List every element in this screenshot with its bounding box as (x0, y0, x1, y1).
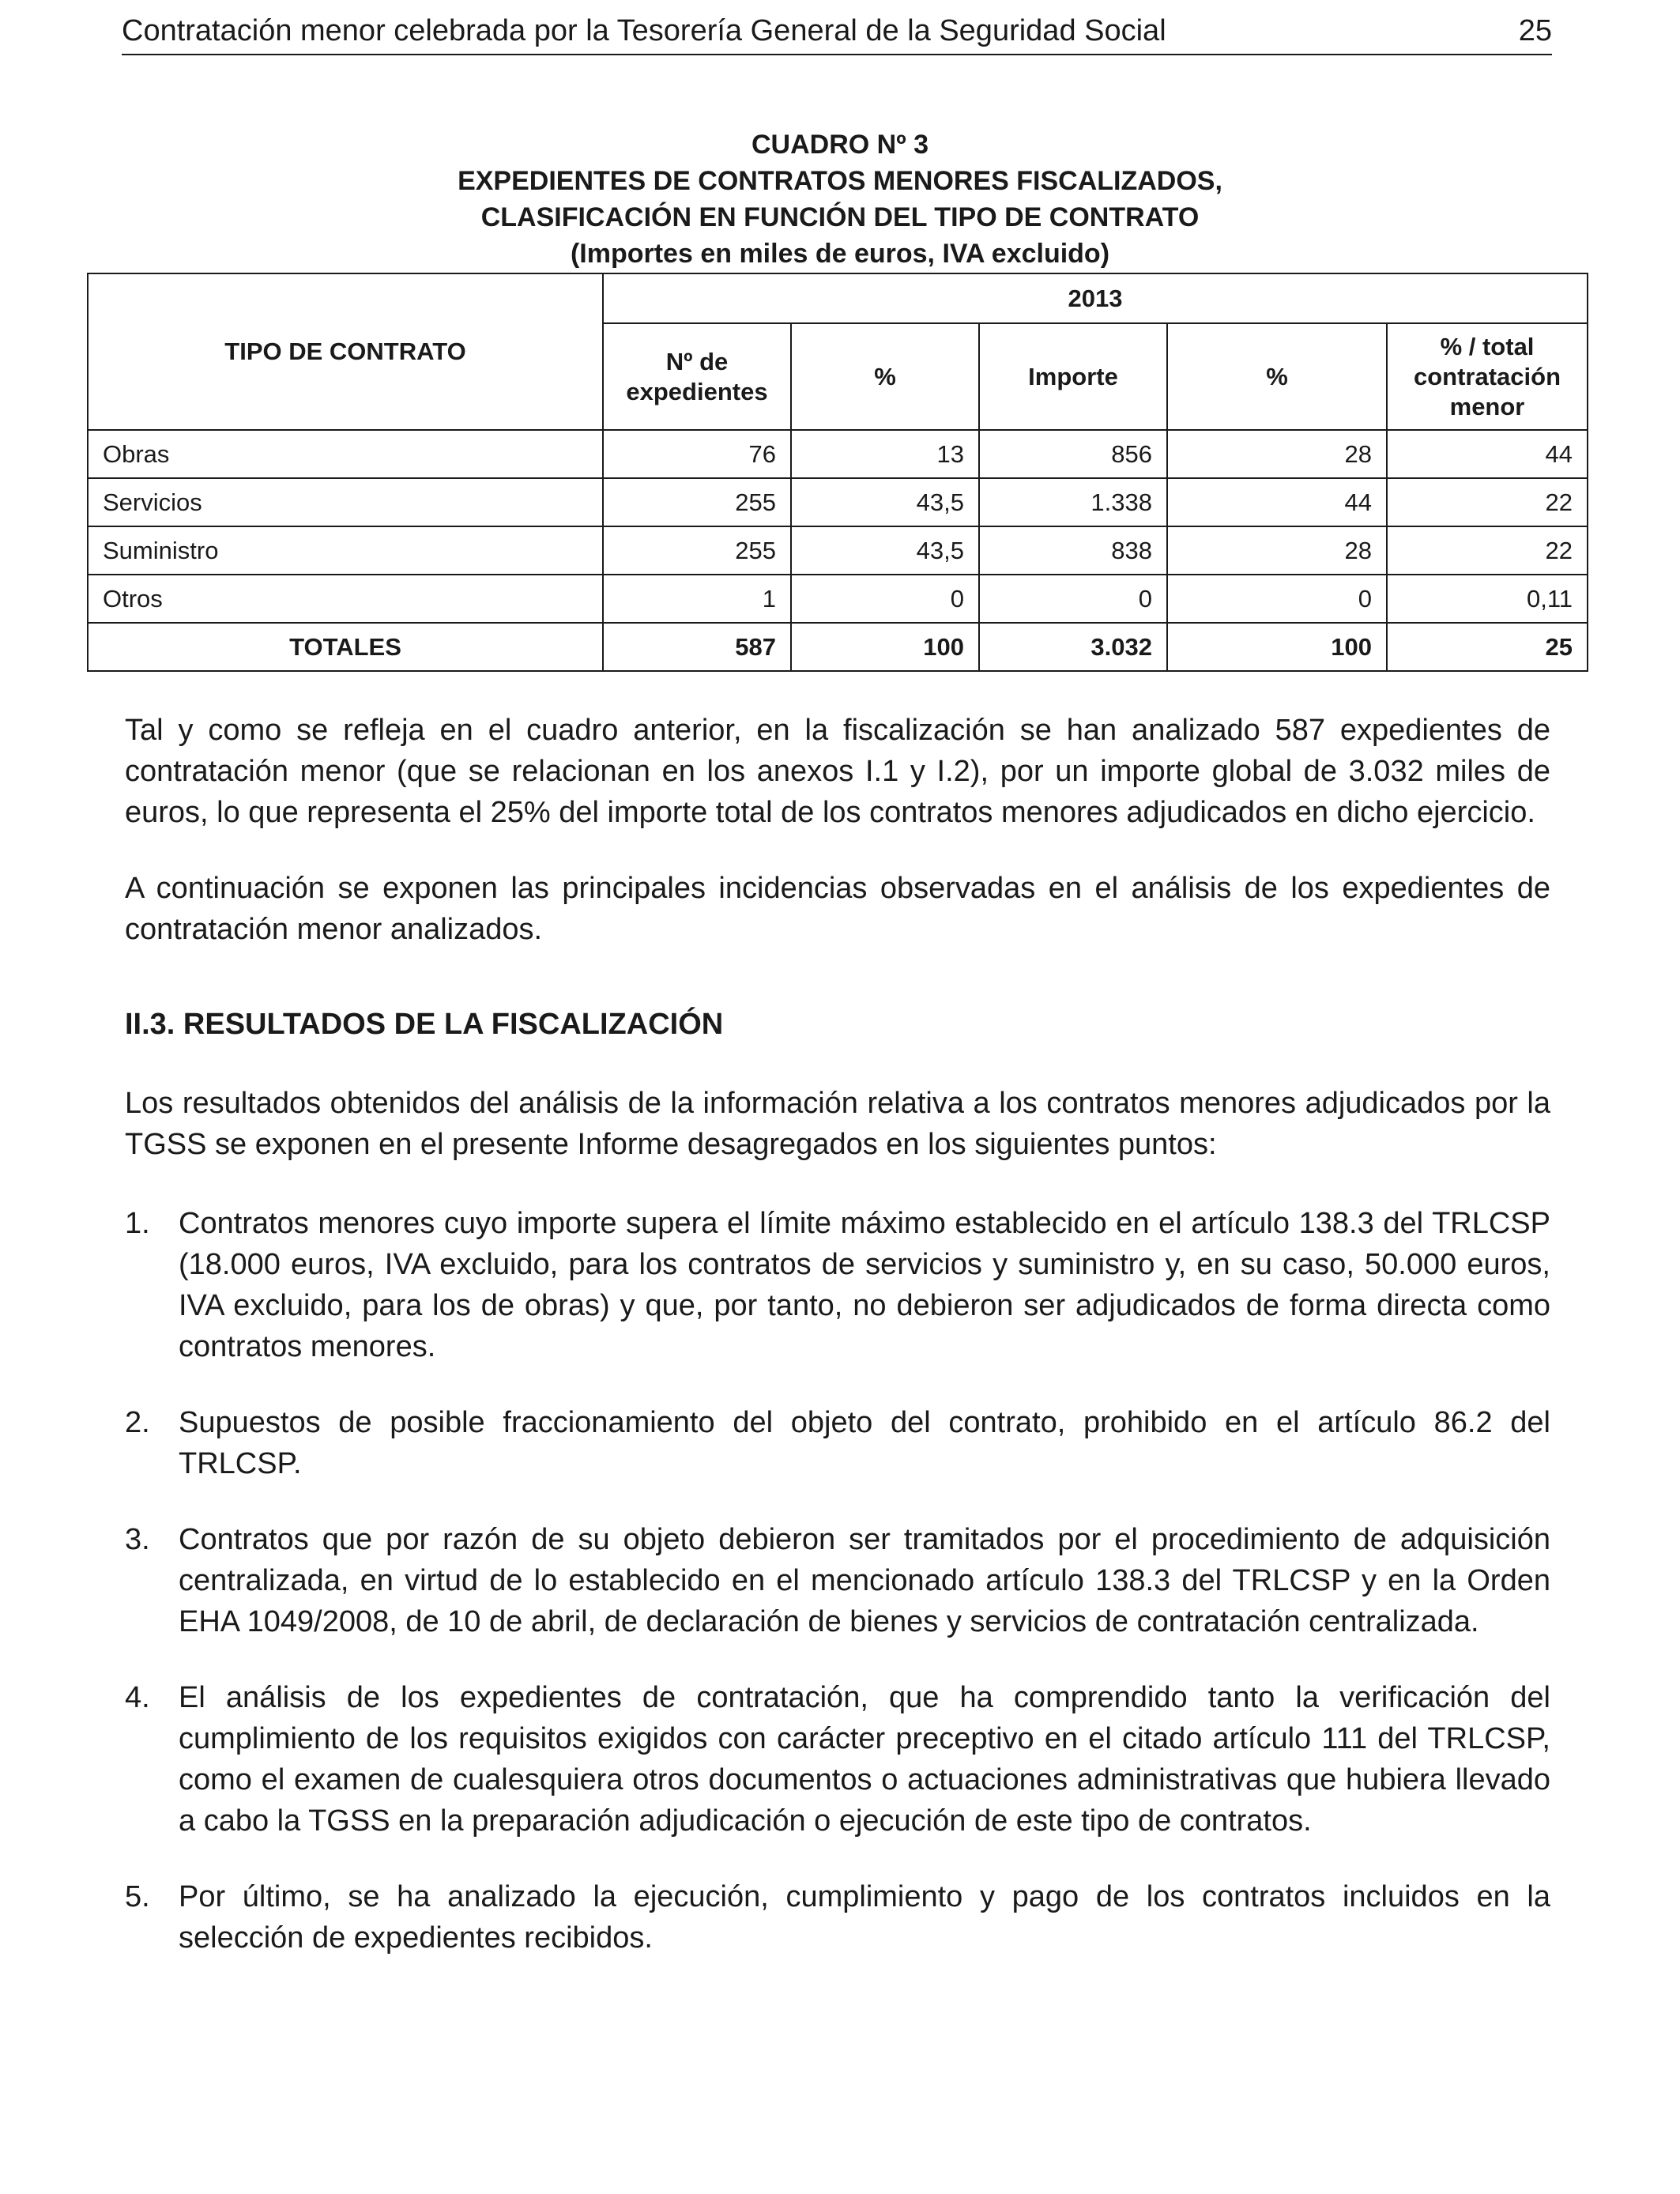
paragraph-resultados: Los resultados obtenidos del análisis de la información relativa a los contratos menores adjudicados por la TGSS se exponen en el presente Informe desagregados en los siguientes puntos: (125, 1087, 1550, 1161)
total-importe: 3.032 (979, 623, 1167, 671)
cell-pct-importe: 28 (1167, 526, 1387, 575)
cell-pct-importe: 28 (1167, 430, 1387, 478)
cell-expedientes: 255 (603, 526, 791, 575)
cell-pct-importe: 0 (1167, 575, 1387, 623)
cell-pct-expedientes: 43,5 (791, 526, 979, 575)
cell-importe: 1.338 (979, 478, 1167, 526)
paragraph-incidencias: A continuación se exponen las principales incidencias observadas en el análisis de los expedientes de contratación menor analizados. (125, 872, 1550, 946)
contract-type-table (87, 273, 1588, 672)
cell-total: 22 (1387, 478, 1588, 526)
cell-expedientes: 255 (603, 478, 791, 526)
page-number: 25 (1518, 14, 1552, 47)
cell-importe: 838 (979, 526, 1167, 575)
list-item-number: 2. (125, 1406, 150, 1439)
table-row (88, 526, 1588, 575)
list-item-number: 5. (125, 1880, 150, 1913)
list-item (125, 1519, 1550, 1642)
cell-expedientes: 1 (603, 575, 791, 623)
list-item (125, 1876, 1550, 1958)
header-year: 2013 (603, 273, 1588, 323)
page-header (122, 8, 1552, 55)
header-pct-expedientes: % (791, 323, 979, 430)
results-list (125, 1203, 1550, 1958)
list-item (125, 1203, 1550, 1367)
cell-pct-expedientes: 13 (791, 430, 979, 478)
total-pct-importe: 100 (1167, 623, 1387, 671)
list-item-text: Por último, se ha analizado la ejecución, cumplimiento y pago de los contratos incluidos en la selección de expedientes recibidos. (179, 1880, 1550, 1955)
cell-importe: 856 (979, 430, 1167, 478)
totals-label: TOTALES (88, 623, 603, 671)
total-total: 25 (1387, 623, 1588, 671)
cell-pct-expedientes: 43,5 (791, 478, 979, 526)
table-row (88, 478, 1588, 526)
header-importe: Importe (979, 323, 1167, 430)
total-expedientes: 587 (603, 623, 791, 671)
cell-pct-importe: 44 (1167, 478, 1387, 526)
list-item-text: Contratos que por razón de su objeto debieron ser tramitados por el procedimiento de adquisición centralizada, en virtud de lo establecido en el mencionado artículo 138.3 del TRLCSP y en la Orden EHA 1049/2008, de 10 de abril, de declaración de bienes y servicios de contratación centralizada. (179, 1523, 1550, 1638)
cell-total: 44 (1387, 430, 1588, 478)
body-text (125, 710, 1550, 1993)
table-caption (0, 126, 1680, 272)
list-item-number: 1. (125, 1207, 150, 1240)
list-item-text: Supuestos de posible fraccionamiento del objeto del contrato, prohibido en el artículo 86.2 del TRLCSP. (179, 1406, 1550, 1480)
table-row (88, 575, 1588, 623)
header-total-contratacion: % / total contratación menor (1387, 323, 1588, 430)
list-item-number: 4. (125, 1681, 150, 1714)
caption-line-2: EXPEDIENTES DE CONTRATOS MENORES FISCALIZADOS, (458, 166, 1222, 196)
cell-expedientes: 76 (603, 430, 791, 478)
cell-total: 0,11 (1387, 575, 1588, 623)
row-label: Servicios (88, 478, 603, 526)
cell-importe: 0 (979, 575, 1167, 623)
paragraph-analysis-summary: Tal y como se refleja en el cuadro anterior, en la fiscalización se han analizado 587 expedientes de contratación menor (que se relacionan en los anexos I.1 y I.2), por un importe global de 3.032 miles de euros, lo que representa el 25% del importe total de los contratos menores adjudicados en dicho ejercicio. (125, 714, 1550, 829)
header-title: Contratación menor celebrada por la Tesorería General de la Seguridad Social (122, 14, 1166, 47)
row-label: Suministro (88, 526, 603, 575)
totals-row (88, 623, 1588, 671)
cell-pct-expedientes: 0 (791, 575, 979, 623)
list-item (125, 1677, 1550, 1842)
list-item-text: El análisis de los expedientes de contratación, que ha comprendido tanto la verificación del cumplimiento de los requisitos exigidos con carácter preceptivo en el citado artículo 111 del TRLCSP, como el examen de cualesquiera otros documentos o actuaciones administrativas que hubiera llevado a cabo la TGSS en la preparación adjudicación o ejecución de este tipo de contratos. (179, 1681, 1550, 1838)
list-item (125, 1402, 1550, 1484)
list-item-text: Contratos menores cuyo importe supera el límite máximo establecido en el artículo 138.3 del TRLCSP (18.000 euros, IVA excluido, para los contratos de servicios y suministro y, en su caso, 50.000 euros, IVA excluido, para los de obras) y que, por tanto, no debieron ser adjudicados de forma directa como contratos menores. (179, 1207, 1550, 1363)
total-pct-expedientes: 100 (791, 623, 979, 671)
cell-total: 22 (1387, 526, 1588, 575)
row-label: Otros (88, 575, 603, 623)
list-item-number: 3. (125, 1523, 150, 1556)
caption-line-1: CUADRO Nº 3 (751, 130, 929, 160)
header-tipo: TIPO DE CONTRATO (88, 273, 603, 430)
row-label: Obras (88, 430, 603, 478)
section-heading: II.3. RESULTADOS DE LA FISCALIZACIÓN (125, 1008, 724, 1041)
table-row (88, 430, 1588, 478)
caption-line-4: (Importes en miles de euros, IVA excluido) (570, 239, 1110, 269)
caption-line-3: CLASIFICACIÓN EN FUNCIÓN DEL TIPO DE CONTRATO (480, 202, 1200, 232)
header-expedientes: Nº de expedientes (603, 323, 791, 430)
header-pct-importe: % (1167, 323, 1387, 430)
